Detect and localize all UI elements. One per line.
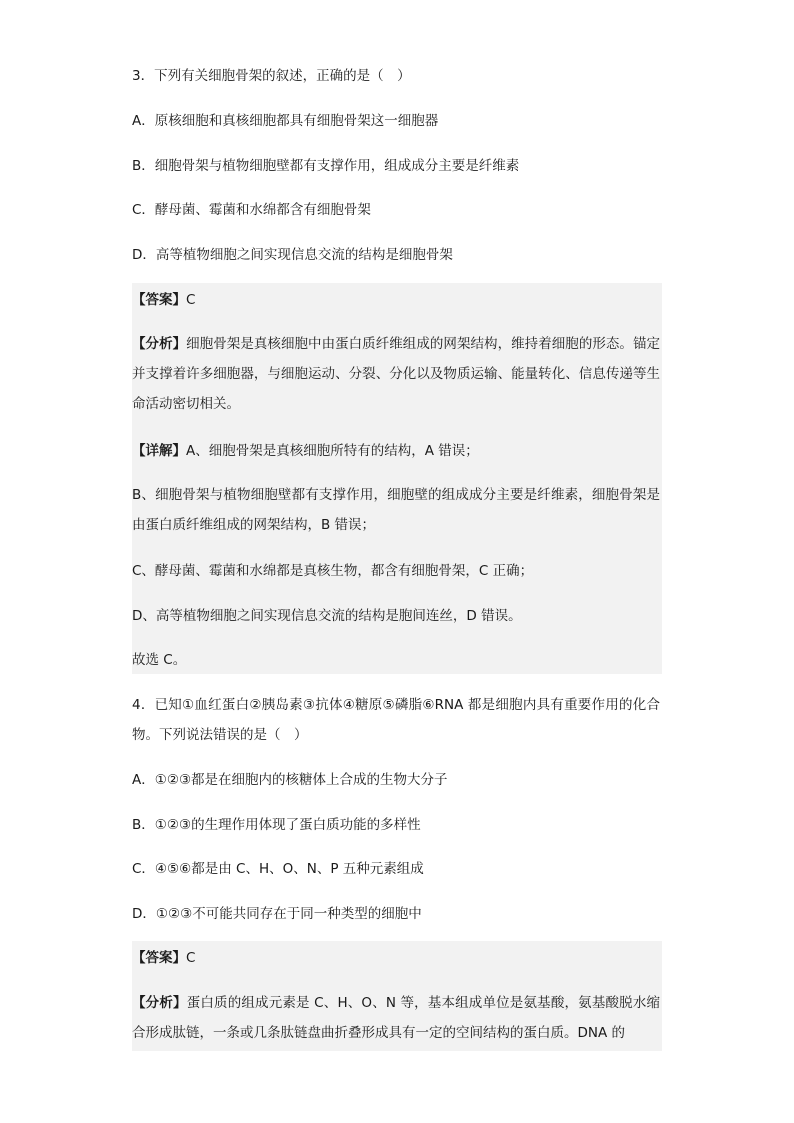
q3-analysis-text: 细胞骨架是真核细胞中由蛋白质纤维组成的网架结构，维持着细胞的形态。锚定并支撑着许多细胞器，与细胞运动、分裂、分化以及物质运输、能量转化、信息传递等生命活动密切相关。 (132, 336, 661, 412)
q4-stem: 4．已知①血红蛋白②胰岛素③抗体④糖原⑤磷脂⑥RNA 都是细胞内具有重要作用的化合物。下列说法错误的是（ ） (132, 697, 660, 743)
q4-answer-value: C (186, 950, 196, 966)
q3-option-b: B．细胞骨架与植物细胞壁都有支撑作用，组成成分主要是纤维素 (132, 158, 520, 174)
q3-analysis-tag: 【分析】 (132, 336, 187, 352)
q3-option-a: A．原核细胞和真核细胞都具有细胞骨架这一细胞器 (132, 113, 439, 129)
q3-answer-value: C (186, 292, 196, 308)
q4-option-c: C．④⑤⑥都是由 C、H、O、N、P 五种元素组成 (132, 861, 424, 877)
q4-answer (132, 948, 195, 968)
q3-detail-b: B、细胞骨架与植物细胞壁都有支撑作用，细胞壁的组成成分主要是纤维素，细胞骨架是由蛋白质纤维组成的网架结构，B 错误； (132, 487, 660, 533)
q3-option-d: D．高等植物细胞之间实现信息交流的结构是细胞骨架 (132, 247, 453, 263)
q4-option-d: D．①②③不可能共同存在于同一种类型的细胞中 (132, 906, 422, 922)
q3-conclusion: 故选 C。 (132, 652, 187, 668)
q3-detail-d: D、高等植物细胞之间实现信息交流的结构是胞间连丝，D 错误。 (132, 608, 522, 624)
q4-analysis-text: 蛋白质的组成元素是 C、H、O、N 等，基本组成单位是氨基酸，氨基酸脱水缩合形成肽链，一条或几条肽链盘曲折叠形成具有一定的空间结构的蛋白质。DNA 的 (132, 995, 661, 1041)
q3-answer (132, 290, 195, 310)
q3-detail-c: C、酵母菌、霉菌和水绵都是真核生物，都含有细胞骨架，C 正确； (132, 563, 534, 579)
q4-option-b: B．①②③的生理作用体现了蛋白质功能的多样性 (132, 817, 421, 833)
q3-answer-tag: 【答案】 (132, 292, 186, 308)
q4-analysis-tag: 【分析】 (132, 995, 187, 1011)
q3-detail (132, 441, 479, 461)
q3-analysis (132, 329, 660, 419)
q3-stem: 3．下列有关细胞骨架的叙述，正确的是（ ） (132, 68, 411, 84)
q4-answer-tag: 【答案】 (132, 950, 186, 966)
q3-detail-first: A、细胞骨架是真核细胞所特有的结构，A 错误； (186, 443, 479, 459)
q3-detail-tag: 【详解】 (132, 443, 186, 459)
q4-option-a: A．①②③都是在细胞内的核糖体上合成的生物大分子 (132, 772, 448, 788)
q3-option-c: C．酵母菌、霉菌和水绵都含有细胞骨架 (132, 202, 371, 218)
q4-analysis (132, 988, 660, 1048)
